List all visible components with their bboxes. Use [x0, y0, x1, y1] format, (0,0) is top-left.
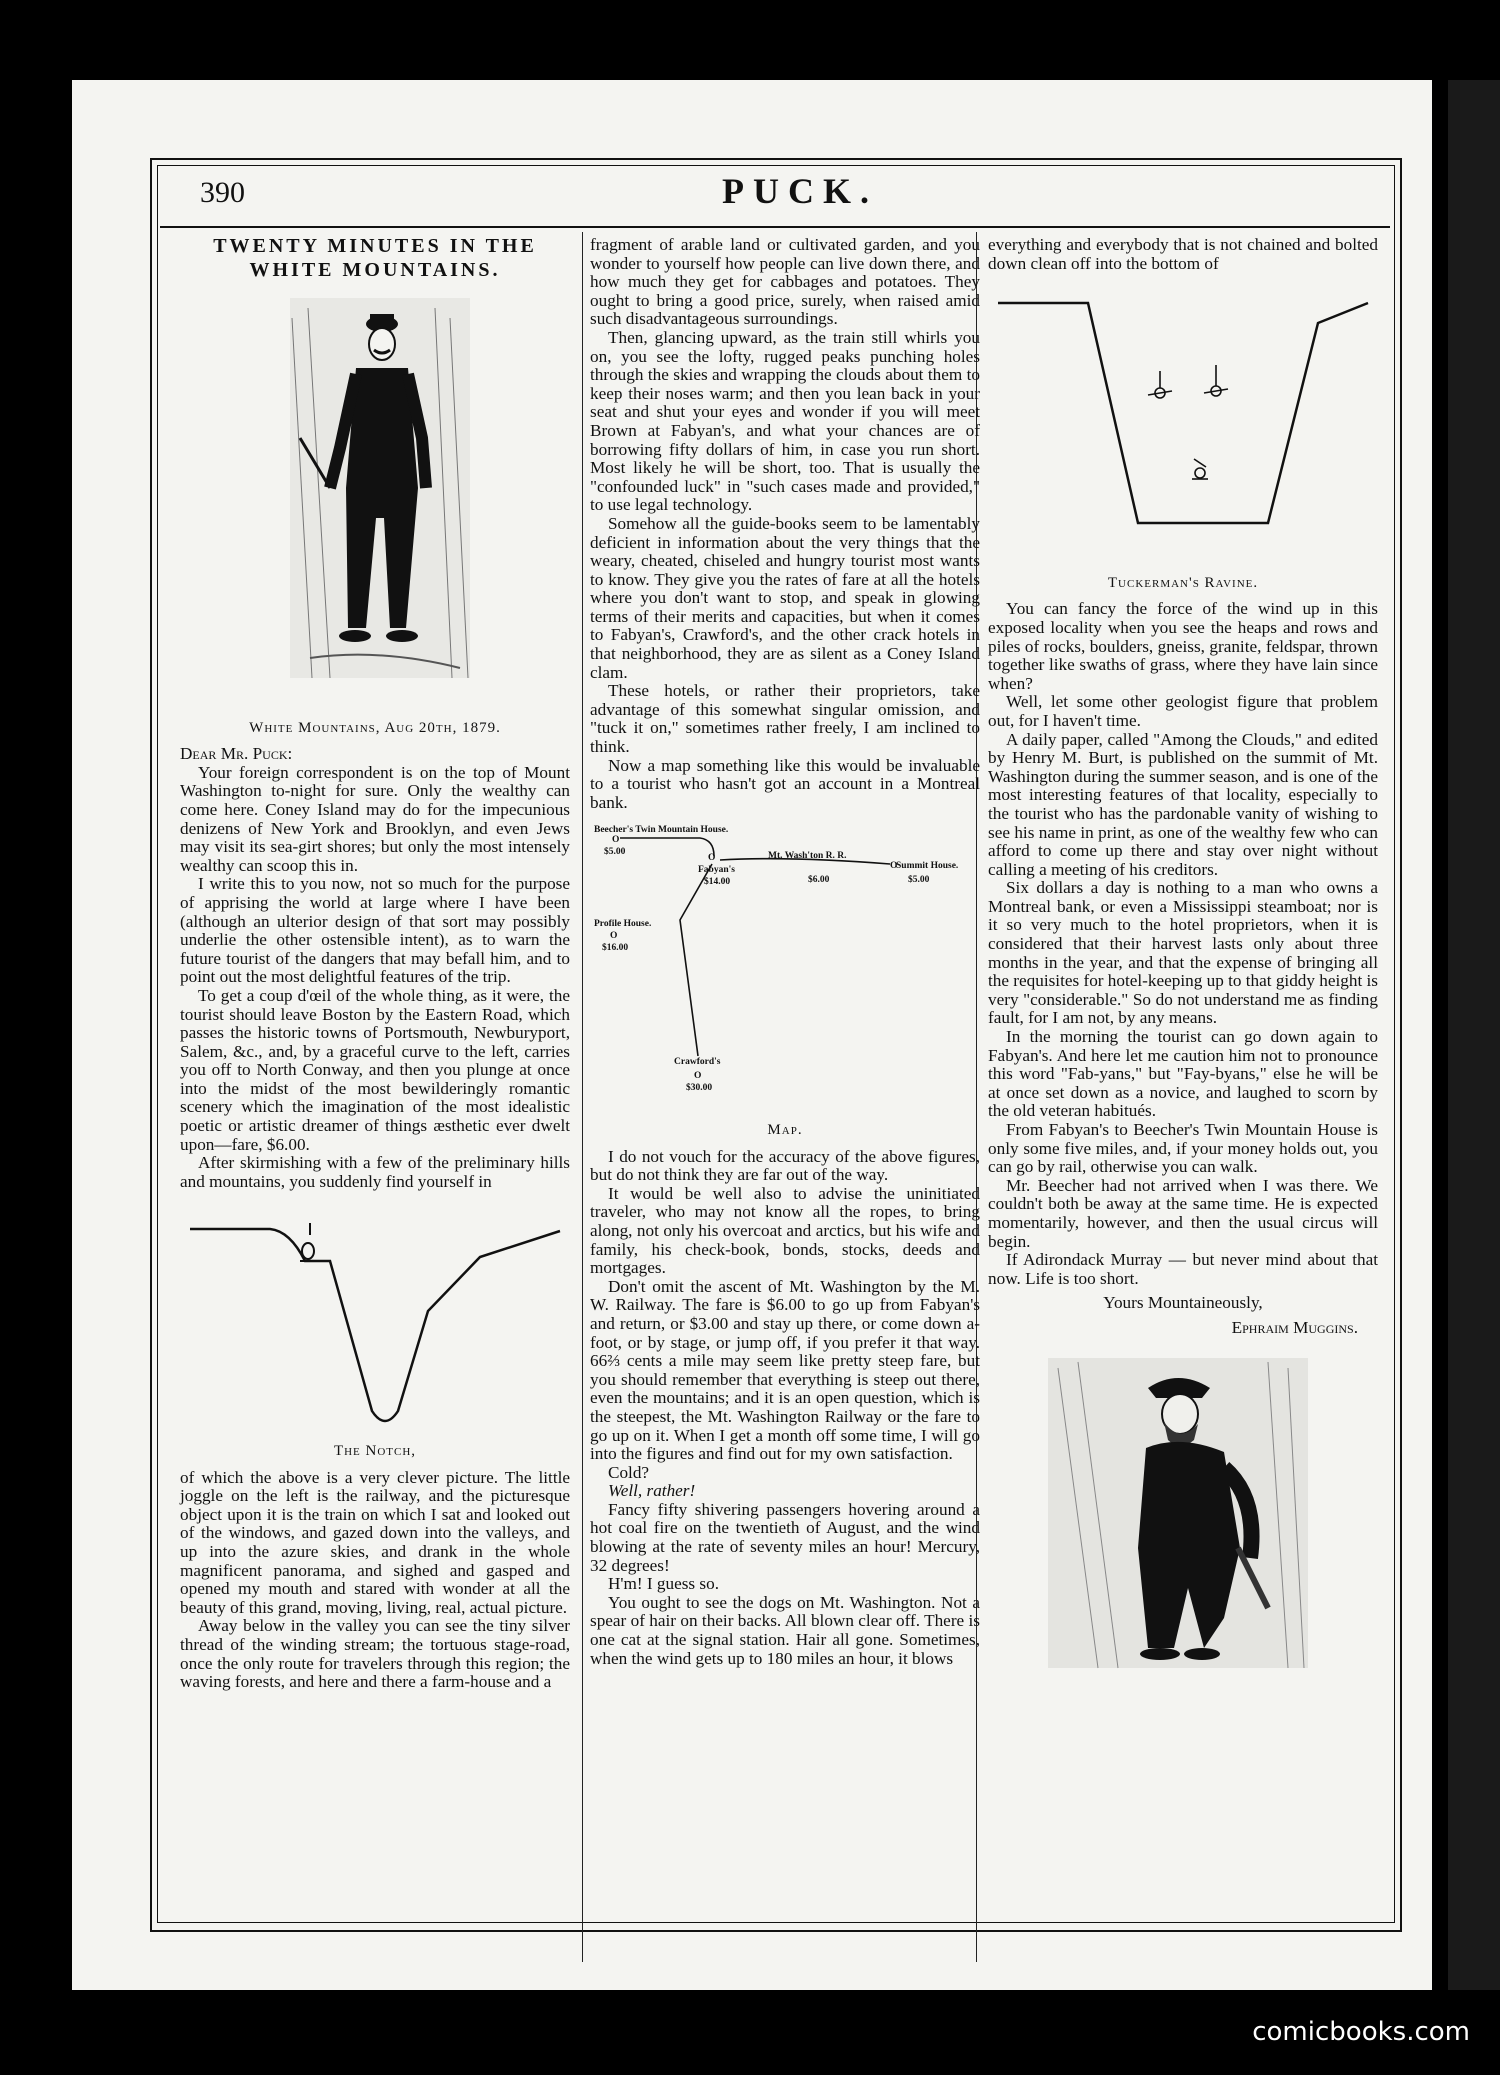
article-title: TWENTY MINUTES IN THE WHITE MOUNTAINS. — [213, 235, 537, 281]
paragraph: Six dollars a day is nothing to a man who owns a Montreal bank, or even a Mississippi steamboat; nor is it so very much to the hotel proprietors, when it is considered that their harvest lasts only about three months in the year, and that the expense of bringing all the requisites for hotel-keeping up to that giddy height is very "considerable." So do not understand me as finding fault, for I am not, by any means. — [988, 878, 1378, 1028]
column-rule — [582, 232, 583, 1962]
closing: Yours Mountaineously, — [1103, 1293, 1263, 1313]
shivering-man-illustration — [988, 1348, 1378, 1678]
paragraph: everything and everybody that is not chained and bolted down clean off into the bottom of — [988, 235, 1378, 273]
svg-text:O: O — [610, 931, 618, 942]
map-label-summit: Summit House. — [896, 861, 959, 872]
map-label-railroad: Mt. Wash'ton R. R. — [768, 851, 847, 862]
watermark: comicbooks.com — [1252, 2017, 1470, 2047]
map-caption: Map. — [767, 1122, 803, 1138]
paragraph: A daily paper, called "Among the Clouds," and edited by Henry M. Burt, is published on the summit of Mt. Washington during the summer season, and is one of the most interesting features of that locality, especially to the tourist who has the pardonable vanity of wishing to see his name in print, as one of the wealthy few who can afford to come up there and stay over night without calling a meeting of his creditors. — [988, 729, 1378, 879]
map-fare-summit: $5.00 — [908, 875, 930, 886]
paragraph: It would be well also to advise the uninitiated traveler, who may not know all the ropes, to bring along, not only his overcoat and arctics, but his wife and family, his check-book, bonds, stocks, deeds and mortgages. — [590, 1183, 980, 1278]
paragraph: If Adirondack Murray — but never mind about that now. Life is too short. — [988, 1250, 1378, 1288]
svg-text:O: O — [708, 853, 716, 864]
map-fare-profile: $16.00 — [602, 943, 629, 954]
paragraph: of which the above is a very clever picture. The little joggle on the left is the railway, and the picturesque object upon it is the train on which I sat and looked out of the windows, and gazed down into the valleys, and up into the azure skies, and drank in the whole magnificent panorama, and sighed and gasped and opened my mouth and stared with wonder at all the beauty of this grand, moving, living, real, actual picture. — [180, 1467, 570, 1617]
paragraph: After skirmishing with a few of the preliminary hills and mountains, you suddenly find yourself in — [180, 1153, 570, 1191]
svg-text:O: O — [890, 861, 898, 872]
paragraph: From Fabyan's to Beecher's Twin Mountain House is only some five miles, and, if your money holds out, you can go by rail, otherwise you can walk. — [988, 1120, 1378, 1177]
paragraph: Don't omit the ascent of Mt. Washington by the M. W. Railway. The fare is $6.00 to go up from Fabyan's and return, or $3.00 and stay up there, or come down a-foot, or by stage, or jump off, if you prefer it that way. 66⅔ cents a mile may seem like pretty steep fare, but you should remember that everything is steep out there, even the mountains; and it is an open question, which is the steepest, the Mt. Washington Railway or the fare to go up on it. When I get a month off some time, I will go into the figures and find out for my own satisfaction. — [590, 1276, 980, 1464]
svg-text:O: O — [694, 1071, 702, 1082]
paragraph: I write this to you now, not so much for the purpose of apprising the world at large where I have been (although an ulterior design of that sort may possibly underlie the other ostensible intent), as to warn the future tourist of the dangers that may befall him, and to point out the most delightful features of the trip. — [180, 874, 570, 987]
paragraph: Fancy fifty shivering passengers hovering around a hot coal fire on the twentieth of August, and the wind blowing at the rate of seventy miles an hour! Mercury, 32 degrees! — [590, 1499, 980, 1575]
paragraph: Away below in the valley you can see the tiny silver thread of the winding stream; the tortuous stage-road, once the only route for travelers through this region; the waving forests, and here and there a farm-house and a — [180, 1616, 570, 1692]
map-fare-crawford: $30.00 — [686, 1083, 713, 1094]
map-fare-fabyans: $14.00 — [704, 877, 731, 888]
column-2 — [590, 236, 980, 1668]
map-label-profile: Profile House. — [594, 919, 652, 930]
paragraph: H'm! I guess so. — [608, 1574, 719, 1594]
paragraph: Now a map something like this would be invaluable to a tourist who hasn't got an account in a Montreal bank. — [590, 755, 980, 812]
paragraph: I do not vouch for the accuracy of the above figures, but do not think they are far out of the way. — [590, 1146, 980, 1185]
hotel-map — [590, 820, 980, 1110]
paragraph: Well, let some other geologist figure that problem out, for I haven't time. — [988, 692, 1378, 730]
paragraph: Then, glancing upward, as the train still whirls you on, you see the lofty, rugged peaks punching holes through the skies and wrapping the clouds about them to keep their noses warm; and then you lean back in your seat and shut your eyes and wonder if you will meet Brown at Fabyan's, and what your chances are of borrowing fifty dollars of him, in case you run short. Most likely he will be short, too. That is usually the "confounded luck" in "such cases made and provided," to use legal technology. — [590, 327, 980, 515]
masthead-rule — [160, 226, 1390, 228]
map-label-beecher: Beecher's Twin Mountain House. — [594, 825, 729, 836]
salutation: Dear Mr. Puck: — [180, 744, 293, 764]
column-1 — [180, 234, 570, 1692]
paragraph: Somehow all the guide-books seem to be lamentably deficient in information about the very things that the weary, cheated, chiseled and hungry tourist most wants to know. They give you the rates of fare at all the hotels where you don't want to stop, and speak in glowing terms of their merits and capacities, but when it comes to Fabyan's, Crawford's, and the other crack hotels in that neighborhood, they are as silent as a Coney Island clam. — [590, 513, 980, 682]
ravine-diagram — [988, 273, 1378, 563]
illustration-caption: White Mountains, Aug 20th, 1879. — [249, 719, 501, 736]
map-fare-railroad: $6.00 — [808, 875, 830, 886]
notch-diagram — [180, 1191, 570, 1431]
paragraph: Mr. Beecher had not arrived when I was there. We couldn't both be away at the same time. He is expected momentarily, however, and then the usual circus will begin. — [988, 1175, 1378, 1251]
diagram-caption: The Notch, — [333, 1443, 417, 1460]
paragraph: These hotels, or rather their proprietors, take advantage of this somewhat singular omission, and "tuck it on," sometimes rather freely, I am inclined to think. — [590, 681, 980, 757]
paragraph: You ought to see the dogs on Mt. Washington. Not a spear of hair on their backs. All blown clear off. There is one cat at the signal station. Hair all gone. Sometimes, when the wind gets up to 180 miles an hour, it blows — [590, 1592, 980, 1668]
page-number: 390 — [200, 176, 245, 209]
masthead: PUCK. — [722, 171, 878, 211]
next-page-edge — [1448, 80, 1500, 1990]
paragraph: Your foreign correspondent is on the top of Mount Washington to-night for sure. Only the wealthy can come here. Coney Island may do for the impecunious denizens of New York and Brooklyn, and even Jews may visit its sea-girt shores; but only the most intensely wealthy can scoop this in. — [180, 762, 570, 875]
paragraph: In the morning the tourist can go down again to Fabyan's. And here let me caution him not to pronounce this word "Fab-yans," but "Fay-byans," else he will be at once set down as a novice, and laughed to scorn by the old veteran habitués. — [988, 1027, 1378, 1121]
map-label-fabyans: Fabyan's — [698, 865, 735, 876]
tourist-illustration — [180, 288, 570, 708]
ravine-caption: Tuckerman's Ravine. — [1107, 574, 1259, 591]
paragraph: To get a coup d'œil of the whole thing, as it were, the tourist should leave Boston by the Eastern Road, which passes the historic towns of Portsmouth, Newburyport, Salem, &c., and, by a graceful curve to the left, carries you off to North Conway, and then you plunge at once into the midst of the most bewilderingly romantic scenery which the imagination of the most idealistic poetic or artistic dreamer of things æsthetic ever dwelt upon—fare, $6.00. — [180, 985, 570, 1154]
paragraph: Well, rather! — [608, 1481, 696, 1501]
paragraph: You can fancy the force of the wind up in this exposed locality when you see the heaps and rows and piles of rocks, boulders, gneiss, granite, feldspar, thrown together like swaths of grass, where they have lain since when? — [988, 599, 1378, 693]
column-3 — [988, 236, 1378, 1682]
svg-text:O: O — [612, 835, 620, 846]
paragraph: fragment of arable land or cultivated garden, and you wonder to yourself how people can live down there, and how much they get for cabbages and potatoes. They ought to bring a good price, surely, when raised amid such disadvantageous surroundings. — [590, 235, 980, 329]
signature: Ephraim Muggins. — [1231, 1317, 1358, 1337]
map-fare-beecher: $5.00 — [604, 847, 626, 858]
map-label-crawford: Crawford's — [674, 1057, 721, 1068]
paragraph: Cold? — [608, 1462, 650, 1482]
